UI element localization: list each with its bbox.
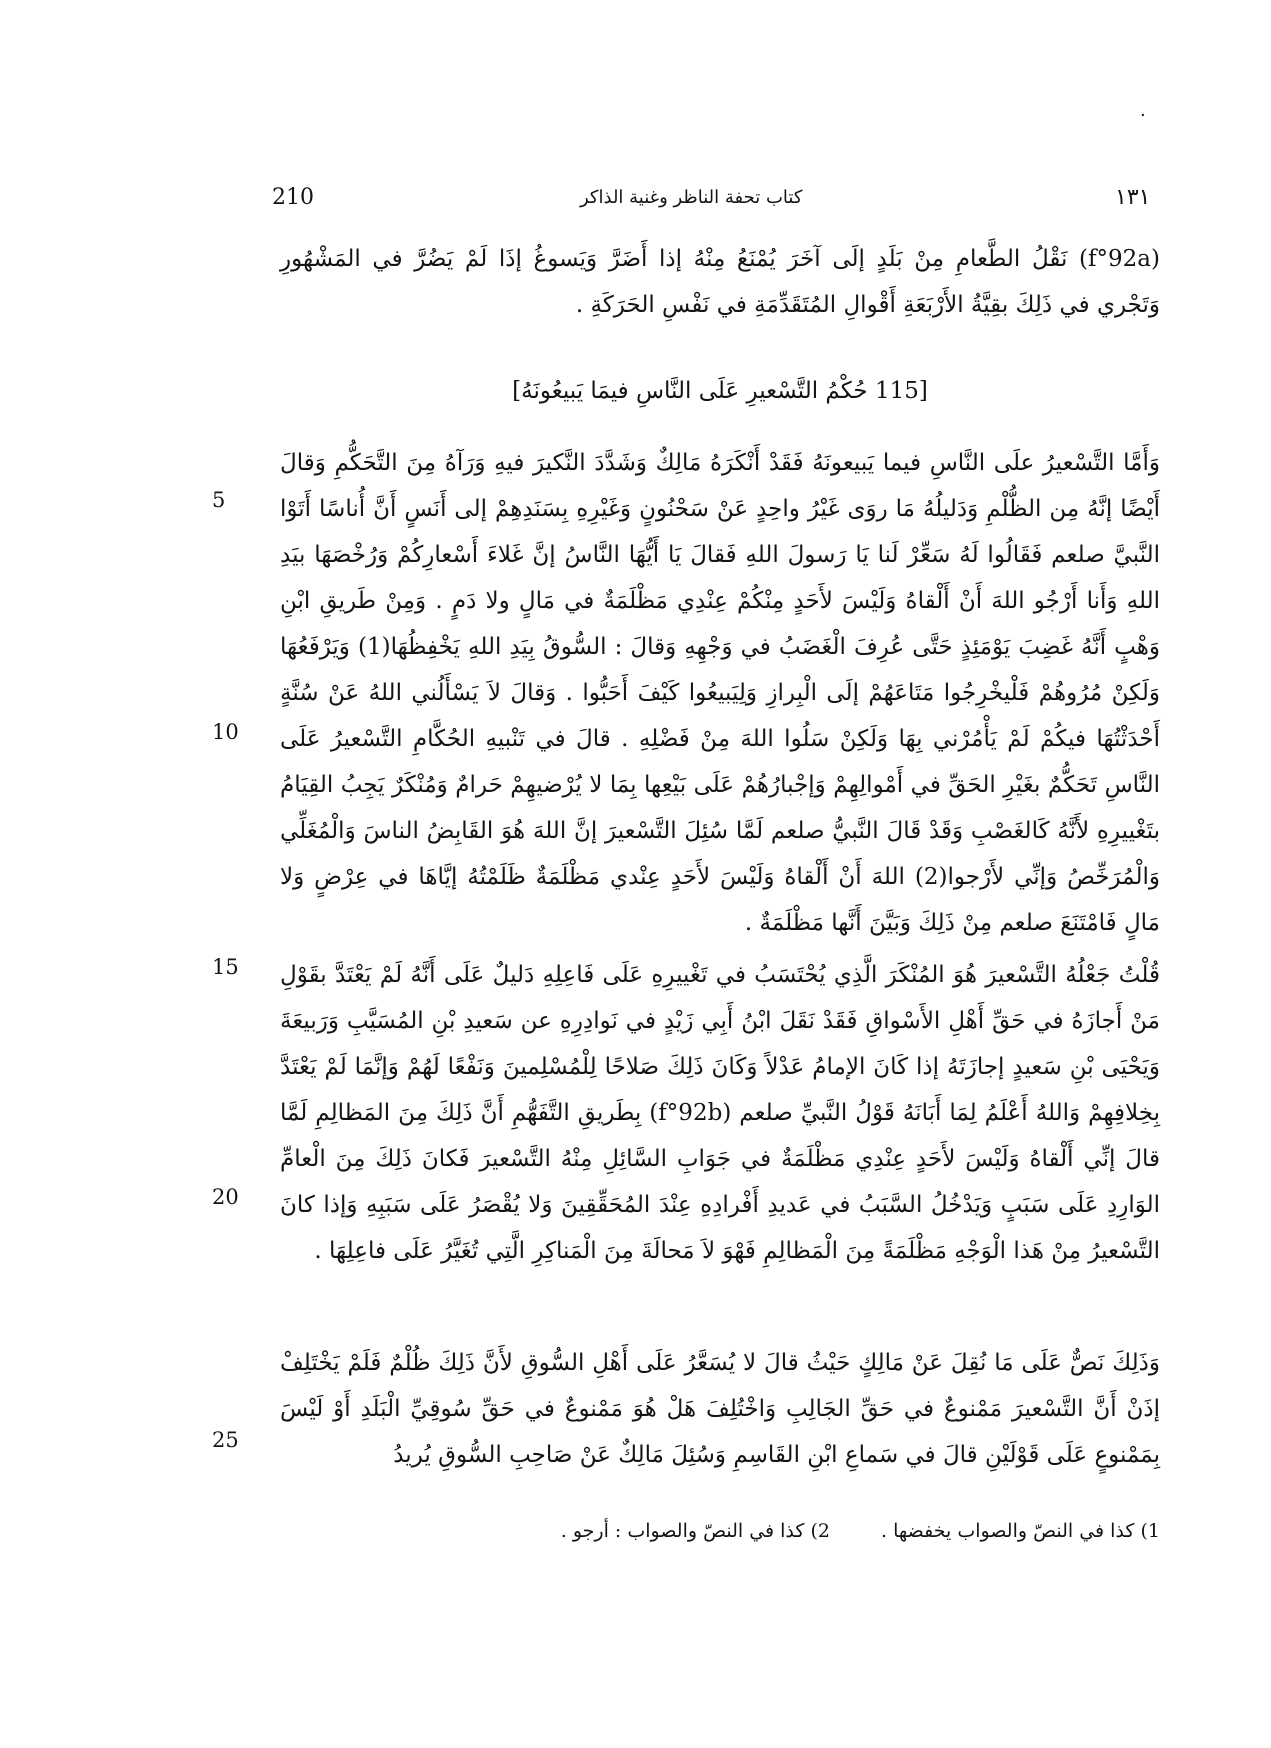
line-number-10: 10 bbox=[212, 720, 239, 744]
line-number-20: 20 bbox=[212, 1185, 239, 1209]
paragraph-4: وَذَلِكَ نَصٌّ عَلَى مَا نُقِلَ عَنْ مَالِكٍ حَيْثُ قالَ لا يُسَعَّرُ عَلَى أَهْلِ السُّوقِ لأَنَّ ذَلِكَ ظُلْمٌ فَلَمْ يَخْتَلِفْ إذَنْ أَنَّ التَّسْعيرَ مَمْنوعٌ في حَقِّ الجَالِبِ وَاخْتُلِفَ هَلْ هُوَ مَمْنوعٌ في حَقِّ سُوقِيِّ الْبَلَدِ أَوْ لَيْسَ بِمَمْنوعٍ عَلَى قَوْلَيْنِ قالَ في سَماعِ ابْنِ القَاسِمِ وَسُئِلَ مَالِكٌ عَنْ صَاحِبِ السُّوقِ يُريدُ bbox=[280, 1350, 1160, 1468]
top-mark: ٠ bbox=[1138, 104, 1148, 125]
footnote-2: 2) كذا في النصّ والصواب : أرجو . bbox=[560, 1520, 830, 1542]
paragraph-3: قُلْتُ جَعْلُهُ التَّسْعيرَ هُوَ المُنْكَرَ الَّذِي يُحْتَسَبُ في تَغْييرِهِ عَلَى فَاعِلِهِ دَليلٌ عَلَى أَنَّهُ لَمْ يَعْتَدَّ بقَوْلِ مَنْ أَجازَهُ في حَقِّ أَهْلِ الأَسْواقِ فَقَدْ نَقَلَ ابْنُ أَبِي زَيْدٍ في نَوادِرِهِ عن سَعيدِ بْنِ المُسَيَّبِ وَرَبيعَةَ وَيَحْيَى بْنِ سَعيدٍ إجازَتَهُ إذا كَانَ الإمامُ عَدْلاً وَكَانَ ذَلِكَ صَلاحًا لِلْمُسْلِمينَ وَنَفْعًا لَهُمْ وَإنَّمَا لَمْ يَعْتَدَّ بِخِلافِهِمْ وَاللهُ أَعْلَمُ لِمَا أَبَانَهُ قَوْلُ النَّبيِّ صلعم (f°92b) بِطَريقِ التَّفَهُّمِ أَنَّ ذَلِكَ مِنَ المَظالِمِ لَمَّا قالَ إنِّي أَلْقاهُ وَلَيْسَ لأَحَدٍ عِنْدِي مَظْلَمَةٌ في جَوَابِ السَّائِلِ مِنْهُ التَّسْعيرَ فَكانَ ذَلِكَ مِنَ الْعامِّ الوَارِدِ عَلَى سَبَبٍ وَيَدْخُلُ السَّبَبُ في عَديدِ أَفْرادِهِ عِنْدَ المُحَقِّقِينَ وَلا يُقْصَرُ عَلَى سَبَبِهِ وَإذا كانَ التَّسْعيرُ مِنْ هَذا الْوَجْهِ مَظْلَمَةً مِنَ الْمَظالِمِ فَهْوَ لاَ مَحالَةَ مِنَ الْمَناكِرِ الَّتِي تُغَيَّرُ عَلَى فاعِلِهَا . bbox=[280, 962, 1161, 1264]
running-title: كتاب تحفة الناظر وغنية الذاكر bbox=[580, 187, 803, 208]
line-number-15: 15 bbox=[212, 955, 239, 979]
line-number-5: 5 bbox=[212, 488, 226, 512]
paragraph-2: وَأَمَّا التَّسْعيرُ علَى النَّاسِ فيما يَبيعونَهُ فَقَدْ أَنْكَرَهُ مَالِكٌ وَشَدَّدَ النَّكيرَ فيهِ وَرَآهُ مِنَ التَّحَكُّمِ وَقالَ أَيْضًا إنَّهُ مِن الظُّلْمِ وَدَليلُهُ مَا روَى غَيْرُ واحِدٍ عَنْ سَحْنُونٍ وَغَيْرِهِ بِسَنَدِهِمْ إلى أَنَسٍ أَنَّ أُناسًا أَتَوْا النَّبيَّ صلعم فَقَالُوا لَهُ سَعِّرْ لَنا يَا رَسولَ اللهِ فَقالَ يَا أَيُّهَا النَّاسُ إنَّ غَلاءَ أَسْعارِكُمْ وَرُخْصَهَا بيَدِ اللهِ وَأَنا أَرْجُو اللهَ أَنْ أَلْقاهُ وَلَيْسَ لأَحَدٍ مِنْكُمْ عِنْدِي مَظْلَمَةٌ في مَالٍ ولا دَمٍ . وَمِنْ طَريقِ ابْنِ وَهْبٍ أَنَّهُ غَضِبَ يَوْمَئِذٍ حَتَّى عُرِفَ الْغَضَبُ في وَجْهِهِ وَقالَ : السُّوقُ بِيَدِ اللهِ يَخْفِظُهَا(1) وَيَرْفَعُهَا وَلَكِنْ مُرُوهُمْ فَلْيخْرِجُوا مَتَاعَهُمْ إلَى الْبِرازِ وَلِيَبيعُوا كَيْفَ أَحَبُّوا . وَقالَ لاَ يَسْأَلُني اللهُ عَنْ سُنَّةٍ أَحْدَثْتُهَا فيكُمْ لَمْ يَأْمُرْني بِهَا وَلَكِنْ سَلُوا اللهَ مِنْ فَضْلِهِ . قالَ في تَنْبيهِ الحُكَّامِ التَّسْعيرُ عَلَى النَّاسِ تَحَكُّمٌ بغَيْرِ الحَقِّ في أَمْوالِهِمْ وَإجْبارُهُمْ عَلَى بَيْعِها بِمَا لا يُرْضيهِمْ حَرامٌ وَمُنْكَرٌ يَجِبُ القِيَامُ بتَغْييرِهِ لأَنَّهُ كَالغَصْبِ وَقَدْ قَالَ النَّبيُّ صلعم لَمَّا سُئِلَ التَّسْعيرَ إنَّ اللهَ هُوَ القَابِضُ الناسَ وَالْمُغَلِّي وَالْمُرَخِّصُ وَإنِّي لأَرْجوا(2) اللهَ أَنْ أَلْقاهُ وَلَيْسَ لأَحَدٍ عِنْدي مَظْلَمَةٌ ظَلَمْتُهُ إيَّاهَا في عِرْضٍ وَلا مَالٍ فَامْتَنَعَ صلعم مِنْ ذَلِكَ وَبَيَّنَ أَنَّها مَظْلَمَةٌ . bbox=[280, 450, 1161, 936]
paragraph-1: (f°92a) نَقْلُ الطَّعامِ مِنْ بَلَدٍ إلَى آخَرَ يُمْنَعُ مِنْهُ إذا أَضَرَّ وَيَسوغُ إذَا لَمْ يَضُرَّ في المَشْهُورِ وَتَجْري في ذَلِكَ بقِيَّةُ الأَرْبَعَةِ أَقْوالِ المُتَقَدِّمَةِ في نَفْسِ الحَرَكَةِ . bbox=[280, 246, 1160, 318]
folio-left: 210 bbox=[272, 185, 314, 210]
footnotes bbox=[360, 1520, 1160, 1550]
line-number-25: 25 bbox=[212, 1428, 239, 1452]
folio-right: ١٣١ bbox=[1115, 185, 1151, 210]
running-header bbox=[0, 185, 1271, 215]
footnote-1: 1) كذا في النصّ والصواب يخفضها . bbox=[881, 1520, 1160, 1542]
section-heading: [115 حُكْمُ التَّسْعيرِ عَلَى النَّاسِ فيمَا يَبيعُونَهُ] bbox=[512, 378, 928, 404]
